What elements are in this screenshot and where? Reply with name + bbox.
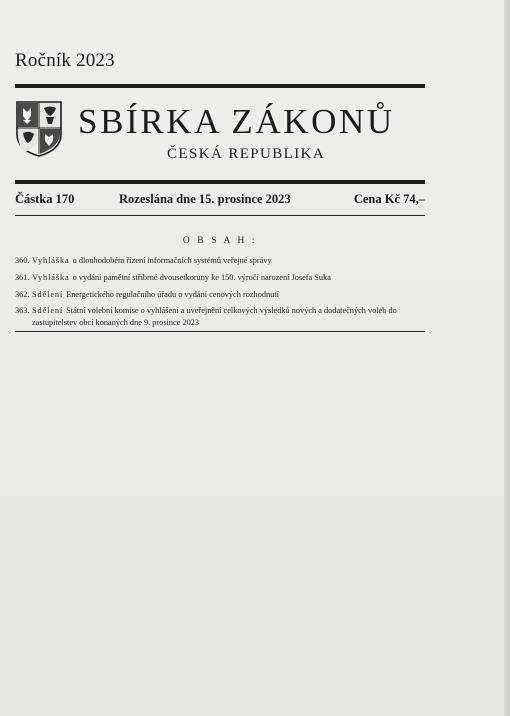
- item-title: Energetického regulačního úřadu o vydání cenových rozhodnutí: [66, 289, 279, 299]
- issue-number: Částka 170: [15, 192, 75, 206]
- list-item[interactable]: [15, 272, 425, 283]
- item-number: 362.: [15, 289, 30, 299]
- issue-price: Cena Kč 74,–: [353, 192, 425, 206]
- state-emblem-icon: [15, 100, 63, 158]
- contents-list: [15, 255, 425, 334]
- item-title: Státní volební komise o vyhlášení a uveřejnění celkových výsledků nových a dodatečných voleb do zastupitelstev obcí konaných dne 9. prosince 2023: [32, 306, 397, 327]
- item-title: o vydání pamětní stříbrné dvousetkoruny ke 150. výročí narození Josefa Suka: [72, 272, 331, 282]
- item-number: 361.: [15, 272, 30, 282]
- item-number: 363.: [15, 306, 30, 316]
- list-item[interactable]: [15, 255, 425, 266]
- distribution-date: Rozeslána dne 15. prosince 2023: [119, 192, 291, 206]
- item-type: Sdělení: [32, 306, 67, 316]
- item-number: 360.: [15, 256, 30, 265]
- item-type: Vyhláška: [32, 272, 73, 282]
- item-type: Sdělení: [32, 289, 67, 299]
- item-title: o dlouhodobém řízení informačních systémů veřejné správy: [72, 256, 272, 265]
- header-rule-top: [15, 84, 425, 88]
- list-item[interactable]: [15, 305, 425, 328]
- gazette-title: SBÍRKA ZÁKONŮ: [78, 102, 395, 141]
- page-edge: [504, 0, 510, 716]
- meta-rule: [15, 215, 425, 216]
- volume-label: Ročník 2023: [15, 50, 115, 71]
- header-rule-bottom: [15, 180, 425, 184]
- list-item[interactable]: [15, 289, 425, 300]
- contents-heading: O B S A H :: [182, 236, 258, 246]
- item-type: Vyhláška: [32, 256, 73, 265]
- contents-rule: [15, 331, 425, 332]
- gazette-subtitle: ČESKÁ REPUBLIKA: [167, 146, 326, 162]
